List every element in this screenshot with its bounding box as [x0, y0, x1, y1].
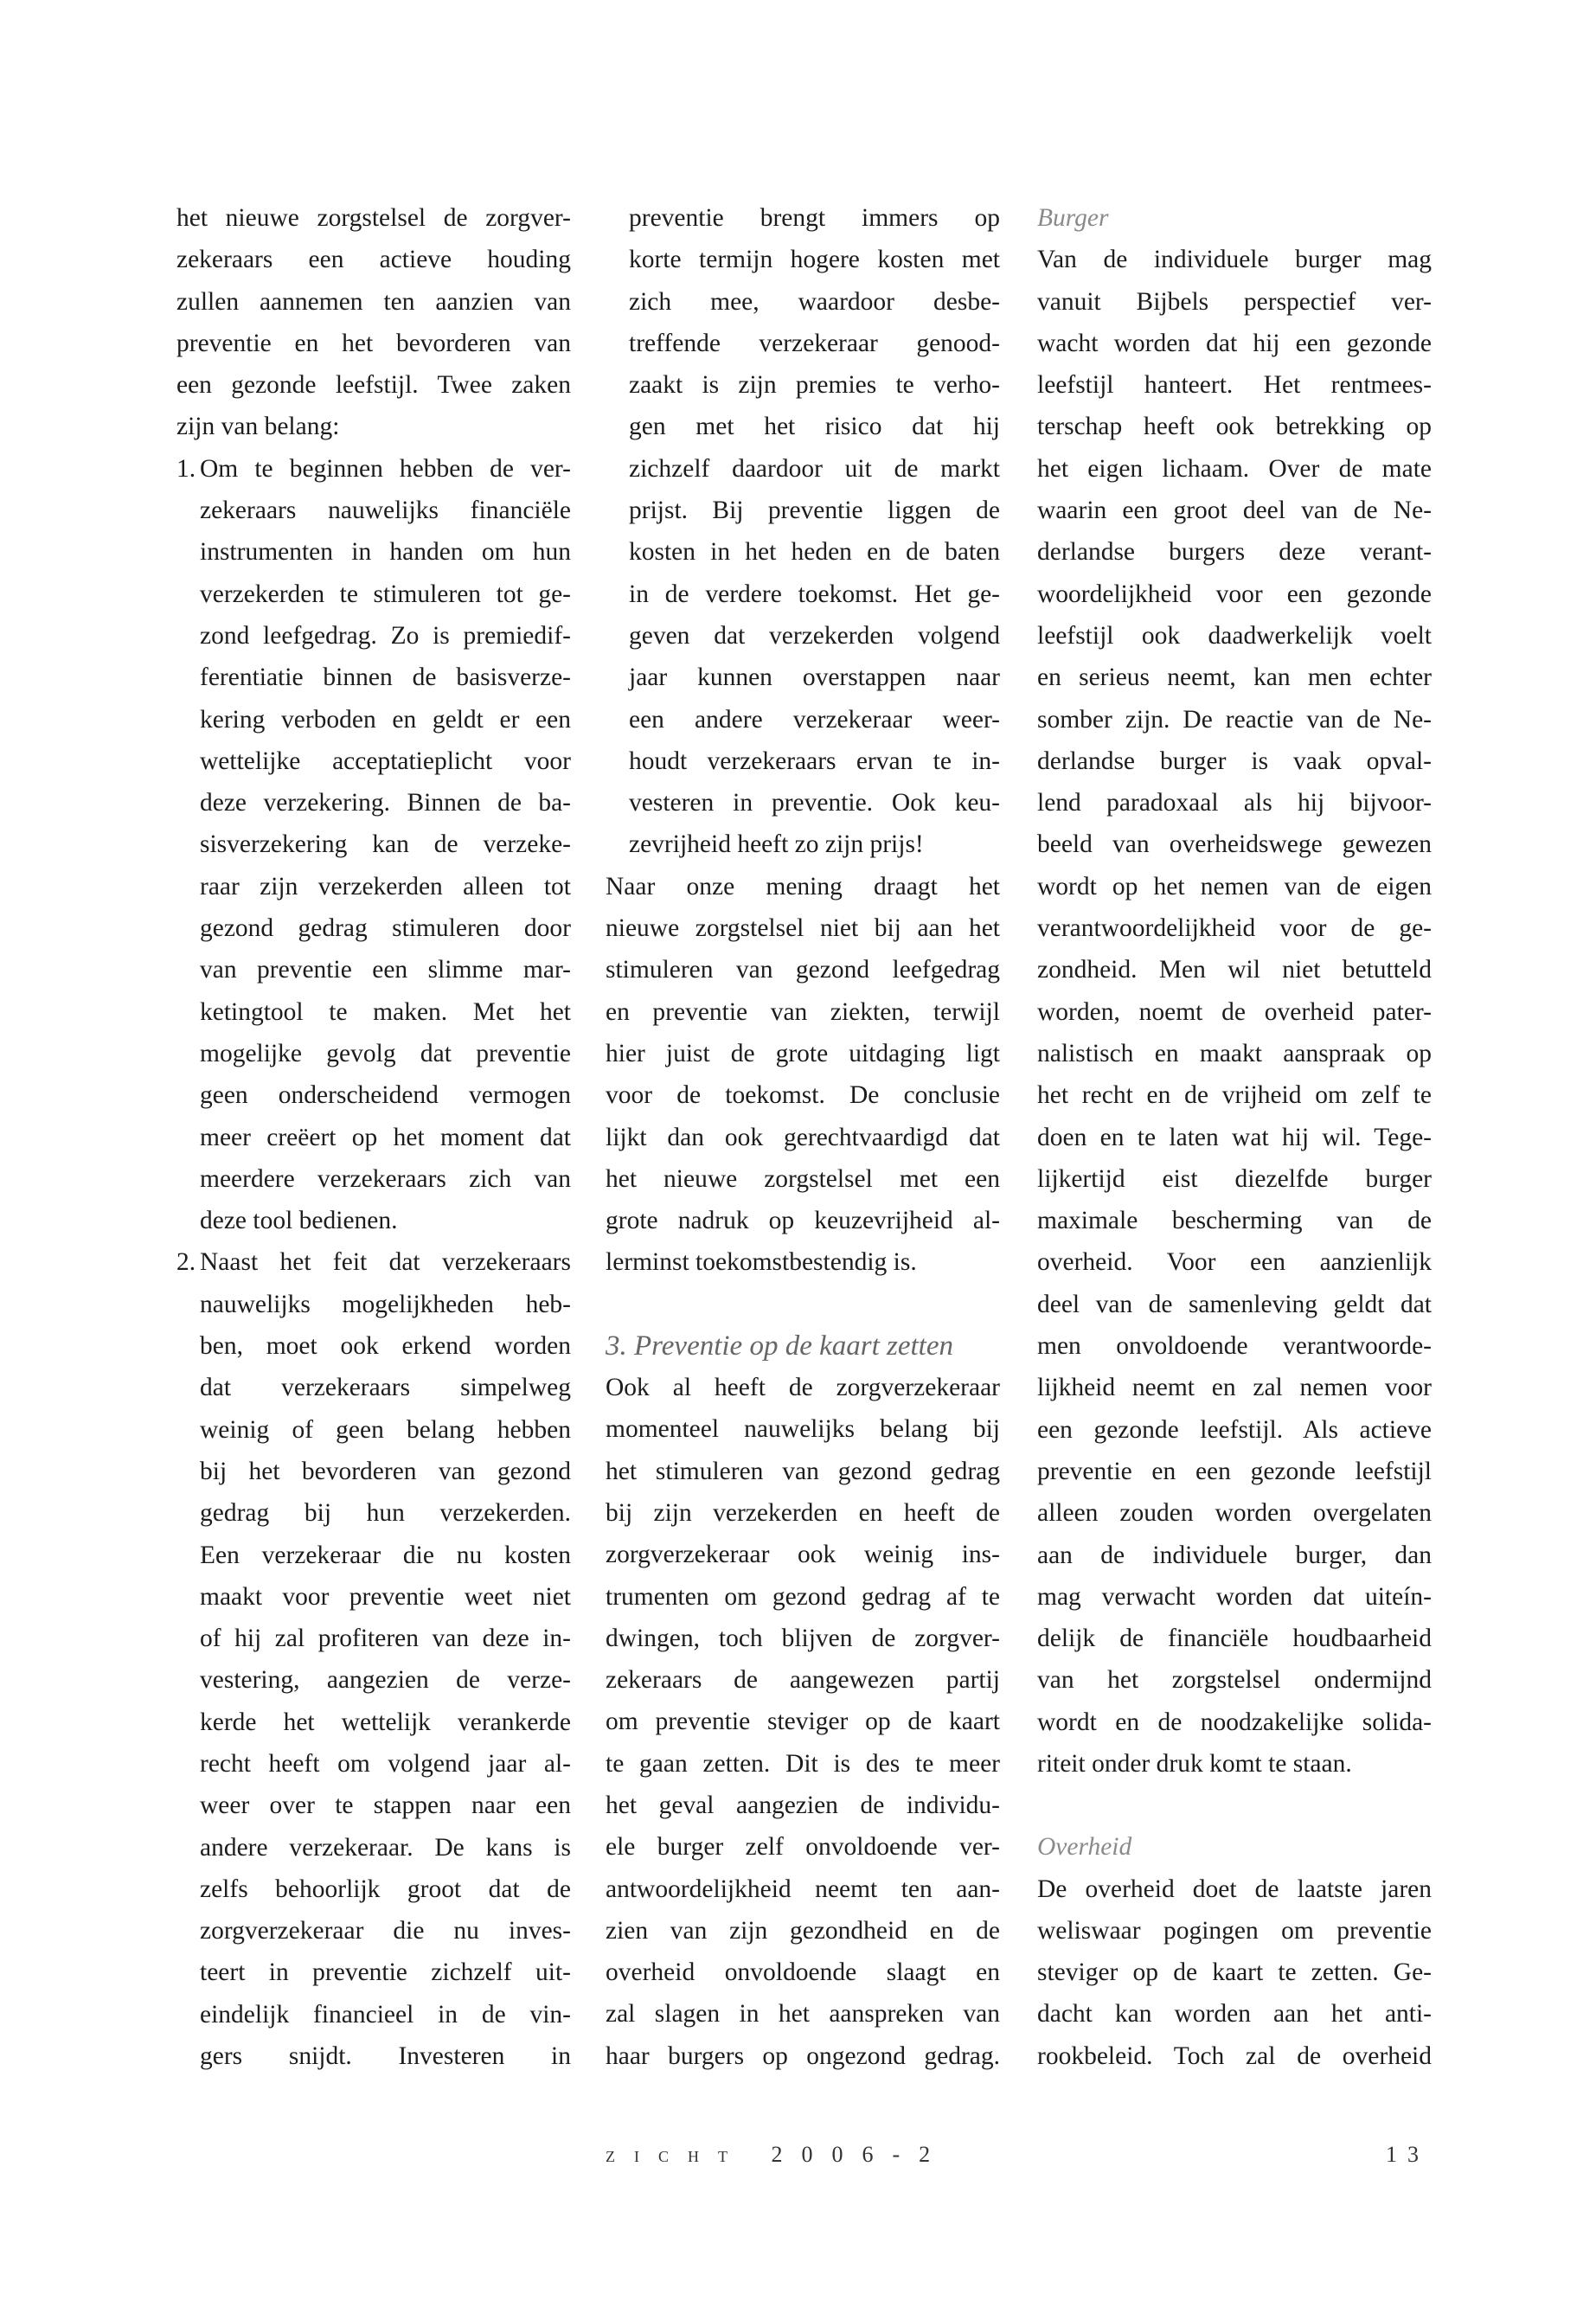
text-line: verzekerden te stimuleren tot ge-: [200, 580, 571, 608]
text-line: een gezonde leefstijl. Als actieve: [1037, 1415, 1432, 1444]
text-line: lijkt dan ook gerechtvaardigd dat: [606, 1123, 1000, 1151]
text-line: preventie en een gezonde leefstijl: [1037, 1457, 1432, 1485]
text-line: ketingtool te maken. Met het: [200, 997, 571, 1026]
text-line: vestering, aangezien de verze-: [200, 1666, 571, 1695]
text-line: leefstijl hanteert. Het rentmees-: [1037, 371, 1432, 400]
text-line: Naar onze mening draagt het: [606, 872, 1000, 901]
list-item-1: [176, 448, 571, 1242]
text-line: weer over te stappen naar een: [200, 1791, 571, 1820]
text-line: eindelijk financieel in de vin-: [200, 2000, 571, 2029]
text-line: gers snijdt. Investeren in: [200, 2042, 571, 2071]
text-line: De overheid doet de laatste jaren: [1037, 1875, 1432, 1903]
text-line: terschap heeft ook betrekking op: [1037, 413, 1432, 441]
text-line: om preventie steviger op de kaart: [606, 1708, 1000, 1736]
text-line: momenteel nauwelijks belang bij: [606, 1415, 1000, 1444]
text-line: deel van de samenleving geldt dat: [1037, 1290, 1432, 1318]
text-line: haar burgers op ongezond gedrag.: [606, 2041, 1000, 2070]
text-line: aan de individuele burger, dan: [1037, 1541, 1432, 1569]
text-line: lerminst toekomstbestendig is.: [606, 1248, 917, 1277]
text-line: hier juist de grote uitdaging ligt: [606, 1039, 1000, 1067]
text-line: zondheid. Men wil niet betutteld: [1037, 956, 1432, 984]
text-line: dat verzekeraars simpelweg: [200, 1374, 571, 1402]
text-line: delijk de financiële houdbaarheid: [1037, 1625, 1432, 1653]
text-line: van het zorgstelsel ondermijnd: [1037, 1666, 1432, 1695]
text-line: zekeraars nauwelijks financiële: [200, 497, 571, 525]
text-line: wacht worden dat hij een gezonde: [1037, 329, 1432, 357]
text-line: zien van zijn gezondheid en de: [606, 1916, 1000, 1945]
text-line: beeld van overheidswege gewezen: [1037, 830, 1432, 859]
text-line: zal slagen in het aanspreken van: [606, 2000, 1000, 2029]
text-line: stimuleren van gezond leefgedrag: [606, 956, 1000, 984]
list-number: 1.: [176, 454, 196, 483]
text-line: doen en te laten wat hij wil. Tege-: [1037, 1123, 1432, 1151]
text-line: ferentiatie binnen de basisverze-: [200, 663, 571, 692]
text-line: instrumenten in handen om hun: [200, 538, 571, 567]
text-line: vesteren in preventie. Ook keu-: [629, 789, 1000, 817]
text-line: lijkheid neemt en zal nemen voor: [1037, 1374, 1432, 1402]
text-line: ben, moet ook erkend worden: [200, 1332, 571, 1361]
text-line: lijkertijd eist diezelfde burger: [1037, 1164, 1432, 1193]
text-line: worden, noemt de overheid pater-: [1037, 997, 1432, 1026]
text-line: het eigen lichaam. Over de mate: [1037, 454, 1432, 483]
text-line: treffende verzekeraar genood-: [629, 329, 1000, 357]
text-line: grote nadruk op keuzevrijheid al-: [606, 1207, 1000, 1235]
text-line: somber zijn. De reactie van de Ne-: [1037, 705, 1432, 734]
text-line: Van de individuele burger mag: [1037, 246, 1432, 274]
text-line: het stimuleren van gezond gedrag: [606, 1457, 1000, 1485]
text-line: een gezonde leefstijl. Twee zaken: [176, 371, 571, 400]
section-heading: 3. Preventie op de kaart zetten: [606, 1330, 953, 1362]
text-line: en serieus neemt, kan men echter: [1037, 663, 1432, 692]
text-line: overheid. Voor een aanzienlijk: [1037, 1248, 1432, 1277]
text-line: steviger op de kaart te zetten. Ge-: [1037, 1958, 1432, 1987]
text-line: verantwoordelijkheid voor de ge-: [1037, 914, 1432, 943]
text-line: zaakt is zijn premies te verho-: [629, 371, 1000, 400]
text-line: Ook al heeft de zorgverzekeraar: [606, 1374, 1000, 1402]
text-line: antwoordelijkheid neemt ten aan-: [606, 1875, 1000, 1903]
text-line: te gaan zetten. Dit is des te meer: [606, 1749, 1000, 1778]
text-line: preventie brengt immers op: [629, 204, 1000, 232]
subheading-burger: Burger: [1037, 204, 1109, 232]
text-line: gen met het risico dat hij: [629, 413, 1000, 441]
text-line: gedrag bij hun verzekerden.: [200, 1499, 571, 1528]
text-line: zorgverzekeraar ook weinig ins-: [606, 1541, 1000, 1569]
text-line: andere verzekeraar. De kans is: [200, 1833, 571, 1862]
text-line: zekeraars een actieve houding: [176, 246, 571, 274]
text-line: zorgverzekeraar die nu inves-: [200, 1917, 571, 1945]
paragraph-intro: [176, 197, 571, 448]
text-line: rookbeleid. Toch zal de overheid: [1037, 2041, 1432, 2070]
text-line: woordelijkheid voor een gezonde: [1037, 580, 1432, 608]
text-line: prijst. Bij preventie liggen de: [629, 497, 1000, 525]
text-line: derlandse burgers deze verant-: [1037, 538, 1432, 567]
text-line: bij het bevorderen van gezond: [200, 1457, 571, 1485]
text-column-2: [606, 197, 1000, 2077]
text-line: zich mee, waardoor desbe-: [629, 287, 1000, 316]
journal-title: zicht 2006-2: [606, 2142, 950, 2167]
text-line: alleen zouden worden overgelaten: [1037, 1499, 1432, 1528]
text-line: wordt en de noodzakelijke solida-: [1037, 1708, 1432, 1736]
text-line: dwingen, toch blijven de zorgver-: [606, 1624, 1000, 1652]
text-line: meer creëert op het moment dat: [200, 1123, 571, 1151]
text-line: nauwelijks mogelijkheden heb-: [200, 1290, 571, 1318]
text-column-3: [1037, 197, 1432, 2077]
text-line: mogelijke gevolg dat preventie: [200, 1039, 571, 1067]
paragraph-conclusion: [606, 866, 1000, 1284]
text-line: in de verdere toekomst. Het ge-: [629, 580, 1000, 608]
text-line: zullen aannemen ten aanzien van: [176, 287, 571, 316]
text-line: derlandse burger is vaak opval-: [1037, 747, 1432, 775]
text-line: Een verzekeraar die nu kosten: [200, 1541, 571, 1569]
text-line: riteit onder druk komt te staan.: [1037, 1749, 1352, 1778]
text-line: zelfs behoorlijk groot dat de: [200, 1875, 571, 1903]
text-column-1: [176, 197, 571, 2077]
text-line: ele burger zelf onvoldoende ver-: [606, 1833, 1000, 1862]
text-line: deze tool bedienen.: [200, 1207, 398, 1235]
paragraph-continued: [606, 197, 1000, 866]
text-line: voor de toekomst. De conclusie: [606, 1081, 1000, 1110]
paragraph-overheid: [1037, 1868, 1432, 2077]
text-line: waarin een groot deel van de Ne-: [1037, 497, 1432, 525]
text-line: mag verwacht worden dat uiteín-: [1037, 1582, 1432, 1611]
text-line: dacht kan worden aan het anti-: [1037, 2000, 1432, 2029]
text-line: wettelijke acceptatieplicht voor: [200, 747, 571, 775]
text-line: leefstijl ook daadwerkelijk voelt: [1037, 621, 1432, 650]
text-line: Naast het feit dat verzekeraars: [200, 1248, 571, 1277]
text-line: trumenten om gezond gedrag af te: [606, 1582, 1000, 1611]
list-item-2: [176, 1241, 571, 2077]
text-line: weinig of geen belang hebben: [200, 1415, 571, 1444]
text-line: geen onderscheidend vermogen: [200, 1081, 571, 1110]
paragraph-burger: [1037, 239, 1432, 1785]
text-line: zekeraars de aangewezen partij: [606, 1666, 1000, 1695]
text-line: men onvoldoende verantwoorde-: [1037, 1332, 1432, 1361]
text-line: wordt op het nemen van de eigen: [1037, 872, 1432, 901]
text-line: houdt verzekeraars ervan te in-: [629, 747, 1000, 775]
text-line: het nieuwe zorgstelsel met een: [606, 1164, 1000, 1193]
text-line: zijn van belang:: [176, 413, 340, 441]
text-line: vanuit Bijbels perspectief ver-: [1037, 287, 1432, 316]
text-line: meerdere verzekeraars zich van: [200, 1164, 571, 1193]
text-line: kering verboden en geldt er een: [200, 705, 571, 734]
text-line: recht heeft om volgend jaar al-: [200, 1749, 571, 1778]
text-line: zevrijheid heeft zo zijn prijs!: [629, 830, 924, 859]
text-line: zichzelf daardoor uit de markt: [629, 454, 1000, 483]
text-line: overheid onvoldoende slaagt en: [606, 1958, 1000, 1987]
text-line: maakt voor preventie weet niet: [200, 1582, 571, 1611]
text-line: kerde het wettelijk verankerde: [200, 1708, 571, 1736]
text-line: kosten in het heden en de baten: [629, 538, 1000, 567]
text-line: gezond gedrag stimuleren door: [200, 914, 571, 943]
text-line: geven dat verzekerden volgend: [629, 621, 1000, 650]
text-line: zond leefgedrag. Zo is premiedif-: [200, 621, 571, 650]
text-line: of hij zal profiteren van deze in-: [200, 1625, 571, 1653]
text-line: weliswaar pogingen om preventie: [1037, 1916, 1432, 1945]
text-line: het geval aangezien de individu-: [606, 1791, 1000, 1819]
text-line: raar zijn verzekerden alleen tot: [200, 872, 571, 901]
text-line: jaar kunnen overstappen naar: [629, 663, 1000, 692]
text-line: en preventie van ziekten, terwijl: [606, 997, 1000, 1026]
text-line: maximale bescherming van de: [1037, 1207, 1432, 1235]
text-line: van preventie een slimme mar-: [200, 956, 571, 984]
text-line: nalistisch en maakt aanspraak op: [1037, 1039, 1432, 1067]
list-number: 2.: [176, 1248, 196, 1277]
running-footer-journal: [606, 2142, 1000, 2168]
text-line: deze verzekering. Binnen de ba-: [200, 789, 571, 817]
text-line: sisverzekering kan de verzeke-: [200, 830, 571, 859]
text-line: nieuwe zorgstelsel niet bij aan het: [606, 914, 1000, 943]
text-line: Om te beginnen hebben de ver-: [200, 454, 571, 483]
text-line: bij zijn verzekerden en heeft de: [606, 1498, 1000, 1527]
text-line: preventie en het bevorderen van: [176, 329, 571, 357]
text-line: korte termijn hogere kosten met: [629, 246, 1000, 274]
paragraph-section-3: [606, 1367, 1000, 2077]
subheading-overheid: Overheid: [1037, 1833, 1132, 1862]
text-line: het nieuwe zorgstelsel de zorgver-: [176, 204, 571, 232]
text-line: teert in preventie zichzelf uit-: [200, 1958, 571, 1987]
text-line: lend paradoxaal als hij bijvoor-: [1037, 789, 1432, 817]
page-number: 13: [1386, 2142, 1429, 2167]
text-line: een andere verzekeraar weer-: [629, 705, 1000, 734]
text-line: het recht en de vrijheid om zelf te: [1037, 1081, 1432, 1110]
